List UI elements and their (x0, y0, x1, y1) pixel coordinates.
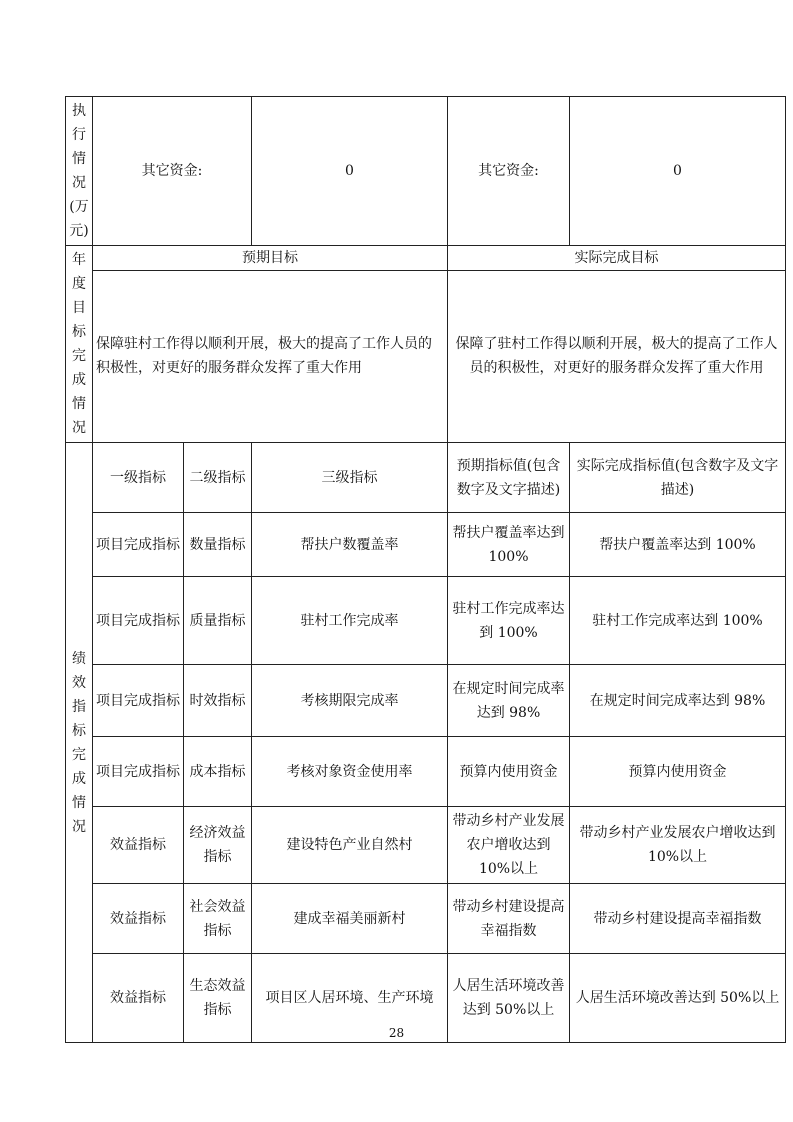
row-actual: 人居生活环境改善达到 50%以上 (570, 954, 786, 1043)
row-level3: 项目区人居环境、生产环境 (252, 954, 448, 1043)
exec-other-funds-label: 其它资金: (93, 97, 252, 246)
exec-row (66, 97, 786, 246)
exec-other-funds-value: 0 (252, 97, 448, 246)
annual-text-row (66, 270, 786, 442)
expected-goal-header: 预期目标 (93, 246, 448, 271)
table-row (66, 884, 786, 954)
row-level2: 质量指标 (184, 577, 252, 665)
row-level2: 时效指标 (184, 665, 252, 737)
row-expected: 带动乡村产业发展农户增收达到 10%以上 (448, 807, 570, 884)
row-expected: 人居生活环境改善达到 50%以上 (448, 954, 570, 1043)
row-expected: 预算内使用资金 (448, 737, 570, 807)
row-level2: 生态效益指标 (184, 954, 252, 1043)
row-level2: 经济效益指标 (184, 807, 252, 884)
row-actual: 帮扶户覆盖率达到 100% (570, 513, 786, 577)
exec-other-funds-value-2: 0 (570, 97, 786, 246)
header-actual-value: 实际完成指标值(包含数字及文字描述) (570, 443, 786, 513)
row-actual: 在规定时间完成率达到 98% (570, 665, 786, 737)
table-row (66, 737, 786, 807)
row-level3: 建设特色产业自然村 (252, 807, 448, 884)
header-level2: 二级指标 (184, 443, 252, 513)
row-level1: 效益指标 (93, 884, 184, 954)
actual-goal-header: 实际完成目标 (448, 246, 786, 271)
row-level1: 项目完成指标 (93, 513, 184, 577)
row-expected: 在规定时间完成率达到 98% (448, 665, 570, 737)
page-number: 28 (388, 1026, 405, 1040)
exec-section-label: 执 行 情 况 (万 元) (66, 97, 93, 246)
table-row (66, 807, 786, 884)
row-actual: 带动乡村产业发展农户增收达到 10%以上 (570, 807, 786, 884)
table-row (66, 665, 786, 737)
row-expected: 驻村工作完成率达到 100% (448, 577, 570, 665)
row-level2: 成本指标 (184, 737, 252, 807)
row-level2: 社会效益指标 (184, 884, 252, 954)
expected-goal-text: 保障驻村工作得以顺利开展，极大的提高了工作人员的积极性，对更好的服务群众发挥了重大作用 (93, 270, 448, 442)
annual-head-row (66, 246, 786, 271)
row-level3: 建成幸福美丽新村 (252, 884, 448, 954)
row-level1: 项目完成指标 (93, 665, 184, 737)
table-row (66, 513, 786, 577)
table-row (66, 577, 786, 665)
row-level3: 驻村工作完成率 (252, 577, 448, 665)
row-level1: 项目完成指标 (93, 737, 184, 807)
performance-table (65, 96, 786, 1043)
row-actual: 带动乡村建设提高幸福指数 (570, 884, 786, 954)
row-level1: 效益指标 (93, 954, 184, 1043)
row-level3: 帮扶户数覆盖率 (252, 513, 448, 577)
exec-other-funds-label-2: 其它资金: (448, 97, 570, 246)
row-level2: 数量指标 (184, 513, 252, 577)
row-actual: 驻村工作完成率达到 100% (570, 577, 786, 665)
row-level1: 效益指标 (93, 807, 184, 884)
annual-section-label: 年 度 目 标 完 成 情 况 (66, 246, 93, 443)
row-level3: 考核期限完成率 (252, 665, 448, 737)
header-level1: 一级指标 (93, 443, 184, 513)
row-level1: 项目完成指标 (93, 577, 184, 665)
header-expected-value: 预期指标值(包含数字及文字描述) (448, 443, 570, 513)
row-actual: 预算内使用资金 (570, 737, 786, 807)
row-expected: 带动乡村建设提高幸福指数 (448, 884, 570, 954)
row-level3: 考核对象资金使用率 (252, 737, 448, 807)
perf-section-label: 绩 效 指 标 完 成 情 况 (66, 443, 93, 1043)
perf-header-row (66, 443, 786, 513)
header-level3: 三级指标 (252, 443, 448, 513)
actual-goal-text: 保障了驻村工作得以顺利开展，极大的提高了工作人员的积极性，对更好的服务群众发挥了重大作用 (448, 270, 786, 442)
row-expected: 帮扶户覆盖率达到 100% (448, 513, 570, 577)
